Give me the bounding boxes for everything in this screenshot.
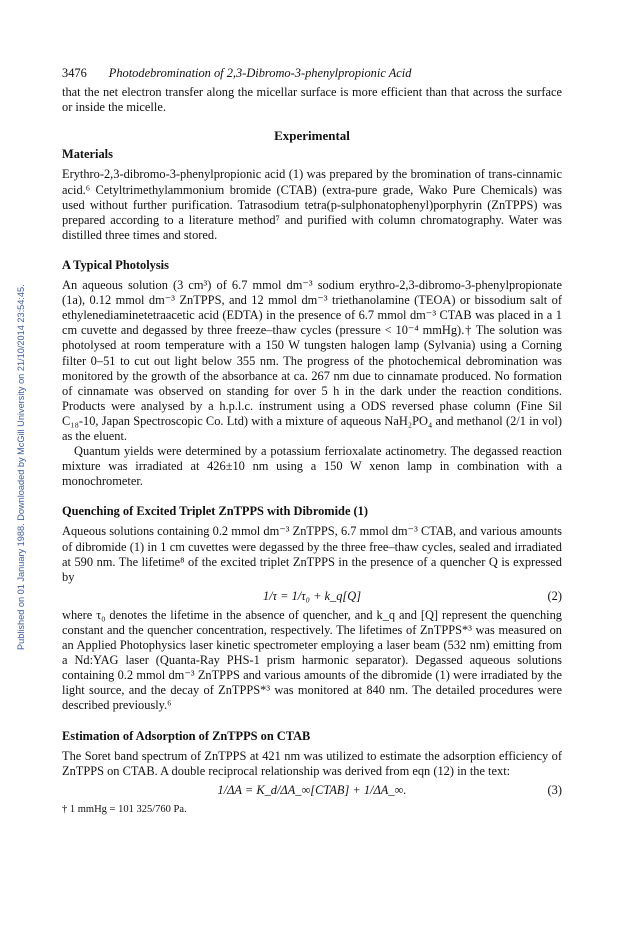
quenching-paragraph-1: Aqueous solutions containing 0.2 mmol dm⁻³ ZnTPPS, 6.7 mmol dm⁻³ CTAB, and various amounts of dibromide (1) in 1 cm cuvettes were degassed by the three free–thaw cycles, sealed and irradiated at 590 nm. The lifetime⁸ of the excited triplet ZnTPPS in the presence of a quencher Q is expressed by (62, 524, 562, 584)
photolysis-paragraph-1: An aqueous solution (3 cm³) of 6.7 mmol dm⁻³ sodium erythro-2,3-dibromo-3-phenylpropionate (1a), 0.12 mmol dm⁻³ ZnTPPS, and 12 mmol dm⁻³ triethanolamine (TEOA) or bissodium salt of ethylenediaminetetraacetic acid (EDTA) in the presence of 6.7 mmol dm⁻³ CTAB was placed in a 1 cm cuvette and degassed by three freeze–thaw cycles (pressure < 10⁻⁴ mmHg).† The solution was photolysed at room temperature with a 150 W tungsten halogen lamp (Sylvania) using a Corning filter 0–51 to cut out light below 355 nm. The progress of the photochemical debromination was monitored by the growth of the absorbance at ca. 267 nm due to cinnamate produced. No formation of cinnamate was observed on standing for over 5 h in the dark under the reaction conditions. Products were analysed by a h.p.l.c. instrument using a ODS reversed phase column (Fine Sil C₁₈-10, Japan Spectroscopic Co. Ltd) with a mixture of aqueous NaH₂PO₄ and methanol (2/1 in vol) as the eluent. (62, 278, 562, 443)
materials-paragraph: Erythro-2,3-dibromo-3-phenylpropionic acid (1) was prepared by the bromination of trans-cinnamic acid.⁶ Cetyltrimethylammonium bromide (CTAB) (extra-pure grade, Wako Pure Chemicals) was used without further purification. Tatrasodium tetra(p-sulphonatophenyl)porphyrin (ZnTPPS) was prepared according to a literature method⁷ and purified with column chromatography. Water was distilled three times and stored. (62, 167, 562, 242)
running-title: Photodebromination of 2,3-Dibromo-3-phenylpropionic Acid (108, 66, 412, 80)
page-number: 3476 (62, 66, 87, 80)
quenching-heading: Quenching of Excited Triplet ZnTPPS with Dibromide (1) (62, 504, 368, 519)
photolysis-paragraph-2: Quantum yields were determined by a potassium ferrioxalate actinometry. The degassed reaction mixture was irradiated at 426±10 nm using a 150 W xenon lamp in combination with a monochrometer. (62, 444, 562, 489)
quenching-paragraph-2: where τ₀ denotes the lifetime in the absence of quencher, and k_q and [Q] represent the quenching constant and the quencher concentration, respectively. The lifetimes of ZnTPPS*³ was measured on an Applied Photophysics laser kinetic spectrometer employing a laser beam (532 nm) emitting from a Nd:YAG laser (Quanta-Ray PHS-1 prism harmonic separator). Degassed aqueous solutions containing 0.2 mmol dm⁻³ ZnTPPS and various amounts of the dibromide (1) were irradiated by the light source, and the decay of ZnTPPS*³ was monitored at 840 nm. The detailed procedures were described previously.⁶ (62, 607, 562, 713)
equation-3-number: (3) (547, 782, 562, 797)
equation-3 (62, 783, 562, 798)
materials-heading: Materials (62, 147, 113, 162)
sidebar-text: Published on 01 January 1988. Downloaded by McGill University on 21/10/2014 23:54:45. (16, 284, 26, 650)
running-header (62, 66, 562, 81)
adsorption-paragraph: The Soret band spectrum of ZnTPPS at 421 nm was utilized to estimate the adsorption efficiency of ZnTPPS on CTAB. A double reciprocal relationship was derived from eqn (12) in the text: (62, 748, 562, 778)
equation-2-number: (2) (547, 588, 562, 603)
photolysis-heading: A Typical Photolysis (62, 257, 169, 272)
footnote: † 1 mmHg = 101 325/760 Pa. (62, 803, 187, 815)
page-content (62, 66, 562, 817)
adsorption-heading: Estimation of Adsorption of ZnTPPS on CTAB (62, 728, 311, 743)
section-title: Experimental (274, 128, 350, 144)
equation-3-expression: 1/ΔA = K_d/ΔA_∞[CTAB] + 1/ΔA_∞. (217, 782, 407, 797)
equation-2-expression: 1/τ = 1/τ₀ + k_q[Q] (262, 588, 362, 603)
sidebar-publication-note (4, 130, 26, 650)
intro-paragraph: that the net electron transfer along the micellar surface is more efficient than that across the surface or inside the micelle. (62, 85, 562, 115)
equation-2 (62, 589, 562, 604)
